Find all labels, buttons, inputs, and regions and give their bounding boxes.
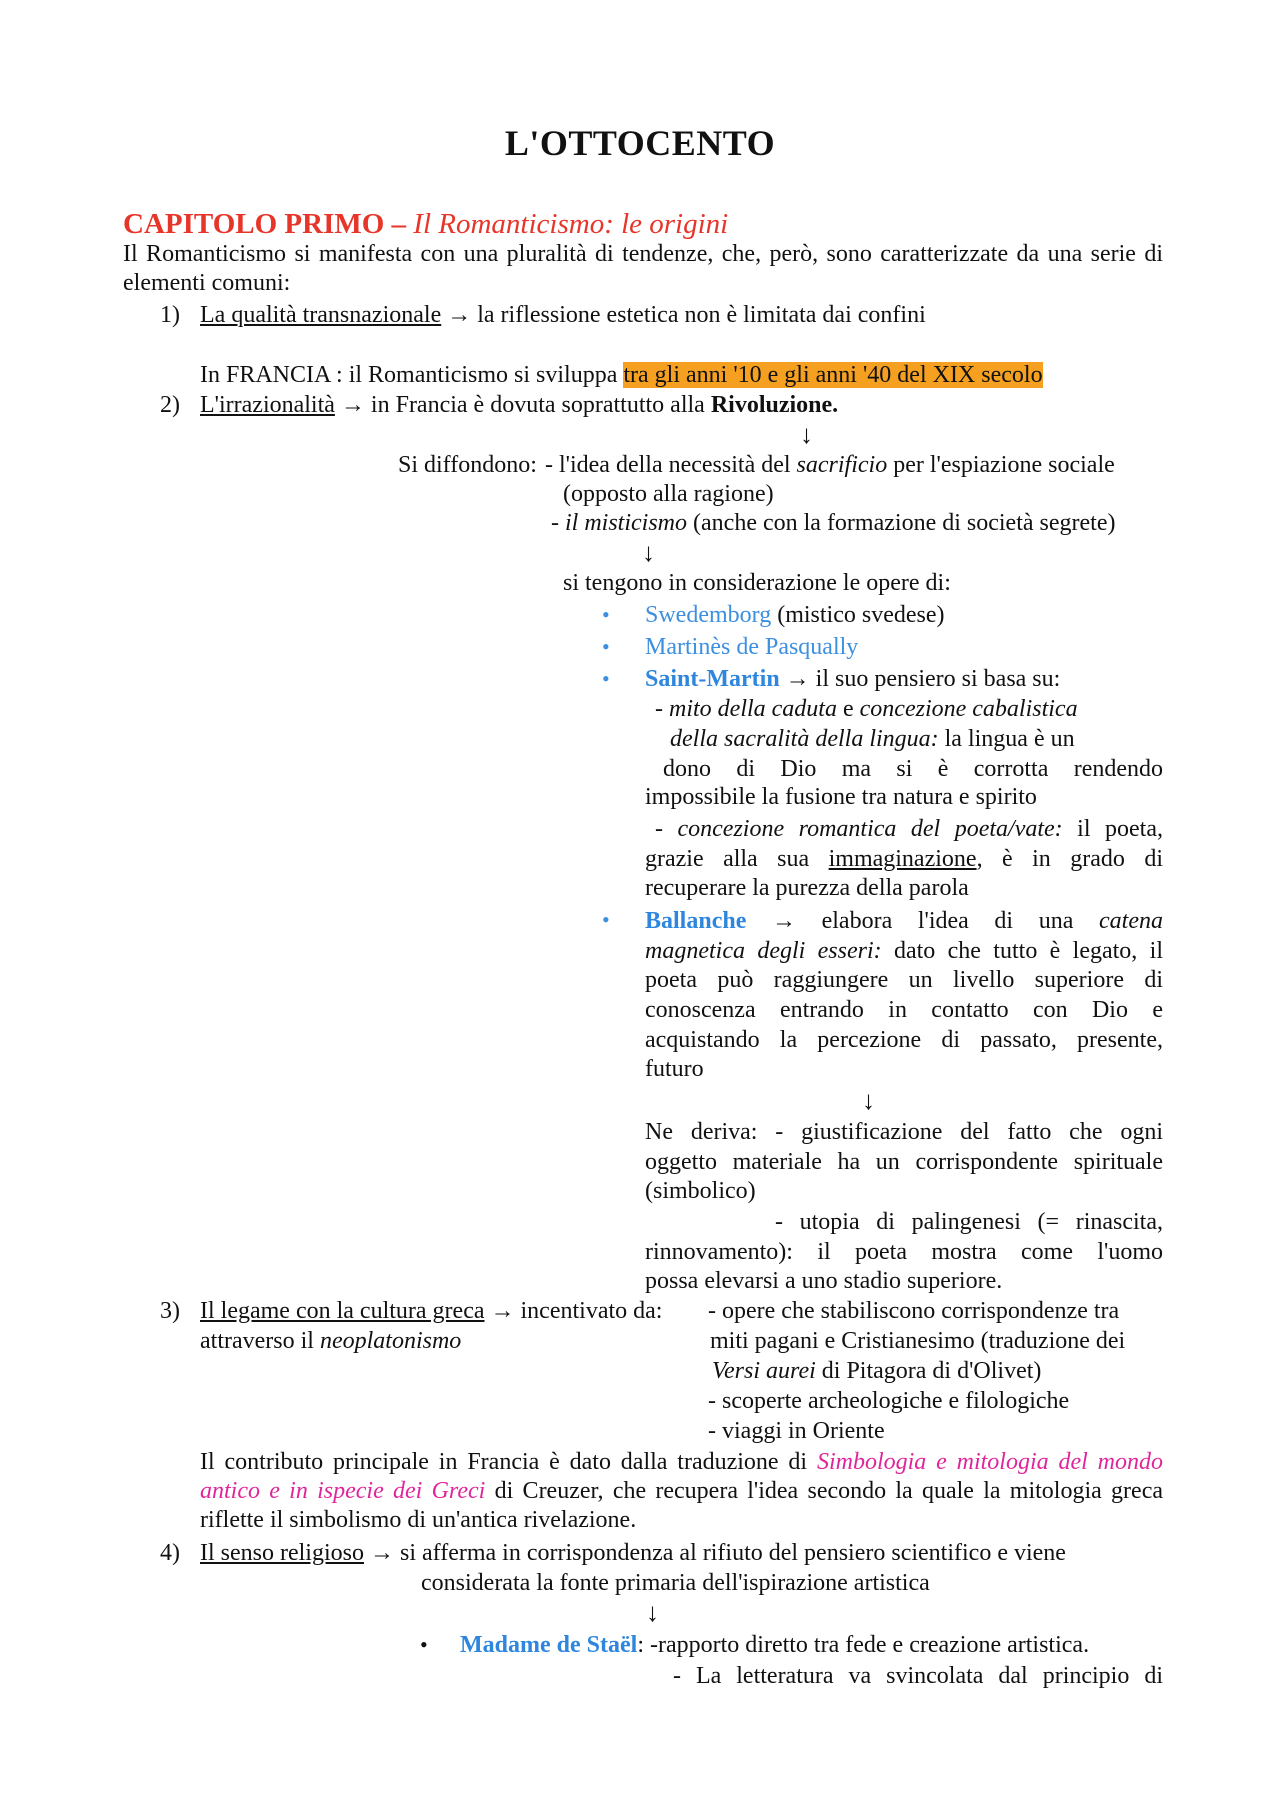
ballanche-line-5: acquistando la percezione di passato, presente, bbox=[645, 1027, 1163, 1053]
sm1-b: e bbox=[836, 696, 860, 722]
bullet-icon: • bbox=[602, 602, 610, 627]
sm2-i: della sacralità della lingua: bbox=[670, 726, 939, 752]
chapter-label: CAPITOLO PRIMO – bbox=[123, 208, 414, 240]
ballanche-line-6: futuro bbox=[645, 1056, 704, 1082]
sm1-a: - bbox=[655, 696, 669, 722]
item-4-heading: Il senso religioso bbox=[200, 1540, 364, 1566]
sm6-b: , è in grado di bbox=[976, 846, 1163, 872]
sm6-a: grazie alla sua bbox=[645, 846, 829, 872]
item-3-text: → incentivato da: bbox=[484, 1298, 663, 1324]
spread-2-b: (anche con la formazione di società segrete) bbox=[687, 510, 1116, 536]
item-3-heading: Il legame con la cultura greca bbox=[200, 1298, 485, 1324]
derive-line-6: possa elevarsi a uno stadio superiore. bbox=[645, 1268, 1003, 1294]
sm-line-5 bbox=[655, 815, 1163, 844]
derive-line-3: (simbolico) bbox=[645, 1178, 756, 1204]
item-2-bold: Rivoluzione. bbox=[710, 392, 839, 418]
france-text: In FRANCIA : il Romanticismo si sviluppa bbox=[200, 362, 624, 388]
item-2-text: → in Francia è dovuta soprattutto alla bbox=[334, 392, 711, 418]
ballanche-line-2 bbox=[645, 937, 1163, 966]
ballanche-line-1 bbox=[645, 907, 1163, 936]
sm-line-2 bbox=[670, 726, 1075, 753]
arrow-down-icon: ↓ bbox=[800, 420, 813, 449]
bullet-icon: • bbox=[602, 907, 610, 932]
contrib-title: Simbologia e mitologia del mondo antico e in ispecie dei Greci bbox=[200, 1449, 1163, 1504]
ballanche-i1: catena bbox=[1099, 908, 1163, 934]
sm5-b: il poeta, bbox=[1062, 816, 1163, 842]
sm-line-4: impossibile la fusione tra natura e spirito bbox=[645, 784, 1037, 810]
item-3-right-3 bbox=[712, 1358, 1041, 1385]
item-2-heading: L'irrazionalità bbox=[200, 392, 335, 418]
sm-line-6 bbox=[645, 845, 1163, 874]
item-3-r3-italic: Versi aurei bbox=[712, 1358, 816, 1384]
contrib-b: di Creuzer, che recupera l'idea secondo la quale la mitologia greca riflette il simbolismo di un'antica rivelazione. bbox=[200, 1478, 1164, 1533]
swedemborg-name: Swedemborg bbox=[645, 602, 772, 628]
spread-item-1 bbox=[545, 452, 1115, 479]
intro-paragraph: Il Romanticismo si manifesta con una pluralità di tendenze, che, però, sono caratterizzate da una serie di elementi comuni: bbox=[123, 241, 1163, 296]
ballanche-2-b: dato che tutto è legato, il bbox=[881, 938, 1163, 964]
derive-line-5: rinnovamento): il poeta mostra come l'uomo bbox=[645, 1239, 1163, 1265]
item-2-line bbox=[200, 392, 838, 419]
ballanche-line-4: conoscenza entrando in contatto con Dio e bbox=[645, 997, 1163, 1023]
france-line bbox=[200, 362, 1043, 389]
sm1-i2: concezione cabalistica bbox=[859, 696, 1078, 722]
stael-line-2: - La letteratura va svincolata dal principio di bbox=[673, 1663, 1163, 1689]
saint-martin-rest: → il suo pensiero si basa su: bbox=[779, 666, 1061, 692]
item-1-heading: La qualità transnazionale bbox=[200, 302, 442, 328]
item-3-right-5: - viaggi in Oriente bbox=[708, 1418, 885, 1444]
spread-item-2 bbox=[551, 510, 1115, 537]
page-title: L'OTTOCENTO bbox=[504, 123, 776, 163]
swedemborg-rest: (mistico svedese) bbox=[771, 602, 945, 628]
spread-1-b: per l'espiazione sociale bbox=[887, 452, 1115, 478]
sm1-i1: mito della caduta bbox=[669, 696, 837, 722]
swedemborg-line bbox=[645, 602, 945, 629]
ballanche-name: Ballanche bbox=[645, 908, 747, 934]
sm6-underline: immaginazione bbox=[828, 846, 977, 872]
spread-1-a: - l'idea della necessità del bbox=[545, 452, 797, 478]
spread-2-italic: il misticismo bbox=[565, 510, 688, 536]
bullet-icon: • bbox=[602, 666, 610, 691]
martines-name: Martinès de Pasqually bbox=[645, 634, 859, 660]
saint-martin-name: Saint-Martin bbox=[645, 666, 780, 692]
bullet-icon: • bbox=[602, 634, 610, 659]
item-4-number: 4) bbox=[160, 1540, 180, 1566]
sm5-a: - bbox=[655, 816, 678, 842]
ballanche-line-3: poeta può raggiungere un livello superiore di bbox=[645, 967, 1163, 993]
arrow-down-icon: ↓ bbox=[862, 1086, 875, 1115]
item-4-line bbox=[200, 1540, 1066, 1567]
item-1-text: → la riflessione estetica non è limitata dai confini bbox=[441, 302, 926, 328]
item-3-right-1: - opere che stabiliscono corrispondenze tra bbox=[708, 1298, 1120, 1324]
derive-line-4: - utopia di palingenesi (= rinascita, bbox=[775, 1209, 1163, 1235]
bullet-icon: • bbox=[420, 1632, 428, 1657]
ballanche-a: → elabora l'idea di una bbox=[746, 908, 1100, 934]
spread-2-a: - bbox=[551, 510, 565, 536]
chapter-subtitle: Il Romanticismo: le origini bbox=[413, 208, 729, 240]
item-3-line-2 bbox=[200, 1328, 461, 1355]
sm-line-1 bbox=[655, 696, 1078, 723]
item-3-line bbox=[200, 1298, 662, 1325]
item-3-right-2: miti pagani e Cristianesimo (traduzione dei bbox=[710, 1328, 1126, 1354]
ballanche-2-i: magnetica degli esseri: bbox=[645, 938, 882, 964]
item-2-number: 2) bbox=[160, 392, 180, 418]
contribution-paragraph bbox=[200, 1448, 1163, 1535]
contrib-a: Il contributo principale in Francia è dato dalla traduzione di bbox=[200, 1449, 817, 1475]
stael-name: Madame de Staël bbox=[460, 1632, 638, 1658]
chapter-heading bbox=[123, 208, 728, 241]
arrow-down-icon: ↓ bbox=[646, 1598, 659, 1627]
item-1-number: 1) bbox=[160, 302, 180, 328]
item-4-line-2: considerata la fonte primaria dell'ispirazione artistica bbox=[421, 1570, 930, 1596]
saint-martin-line bbox=[645, 666, 1060, 693]
derive-line-2: oggetto materiale ha un corrispondente spirituale bbox=[645, 1149, 1163, 1175]
stael-line bbox=[460, 1632, 1089, 1659]
item-1-line bbox=[200, 302, 926, 329]
item-3-line2-a: attraverso il bbox=[200, 1328, 320, 1354]
item-3-right-4: - scoperte archeologiche e filologiche bbox=[708, 1388, 1070, 1414]
item-4-text: → si afferma in corrispondenza al rifiuto del pensiero scientifico e viene bbox=[363, 1540, 1066, 1566]
item-3-number: 3) bbox=[160, 1298, 180, 1324]
derive-line-1: Ne deriva: - giustificazione del fatto che ogni bbox=[645, 1119, 1163, 1145]
stael-rest: : -rapporto diretto tra fede e creazione artistica. bbox=[637, 1632, 1090, 1658]
sm-line-7: recuperare la purezza della parola bbox=[645, 875, 969, 901]
france-highlight: tra gli anni '10 e gli anni '40 del XIX secolo bbox=[623, 362, 1043, 388]
sm5-i: concezione romantica del poeta/vate: bbox=[677, 816, 1063, 842]
consider-line: si tengono in considerazione le opere di: bbox=[563, 570, 951, 596]
arrow-down-icon: ↓ bbox=[642, 538, 655, 567]
item-3-r3-b: di Pitagora di d'Olivet) bbox=[815, 1358, 1042, 1384]
spread-1-italic: sacrificio bbox=[796, 452, 888, 478]
item-3-line2-italic: neoplatonismo bbox=[319, 1328, 462, 1354]
sm-line-3: dono di Dio ma si è corrotta rendendo bbox=[663, 756, 1163, 782]
sm2-b: la lingua è un bbox=[938, 726, 1075, 752]
spread-label: Si diffondono: bbox=[398, 452, 537, 478]
spread-item-1-cont: (opposto alla ragione) bbox=[563, 481, 774, 507]
